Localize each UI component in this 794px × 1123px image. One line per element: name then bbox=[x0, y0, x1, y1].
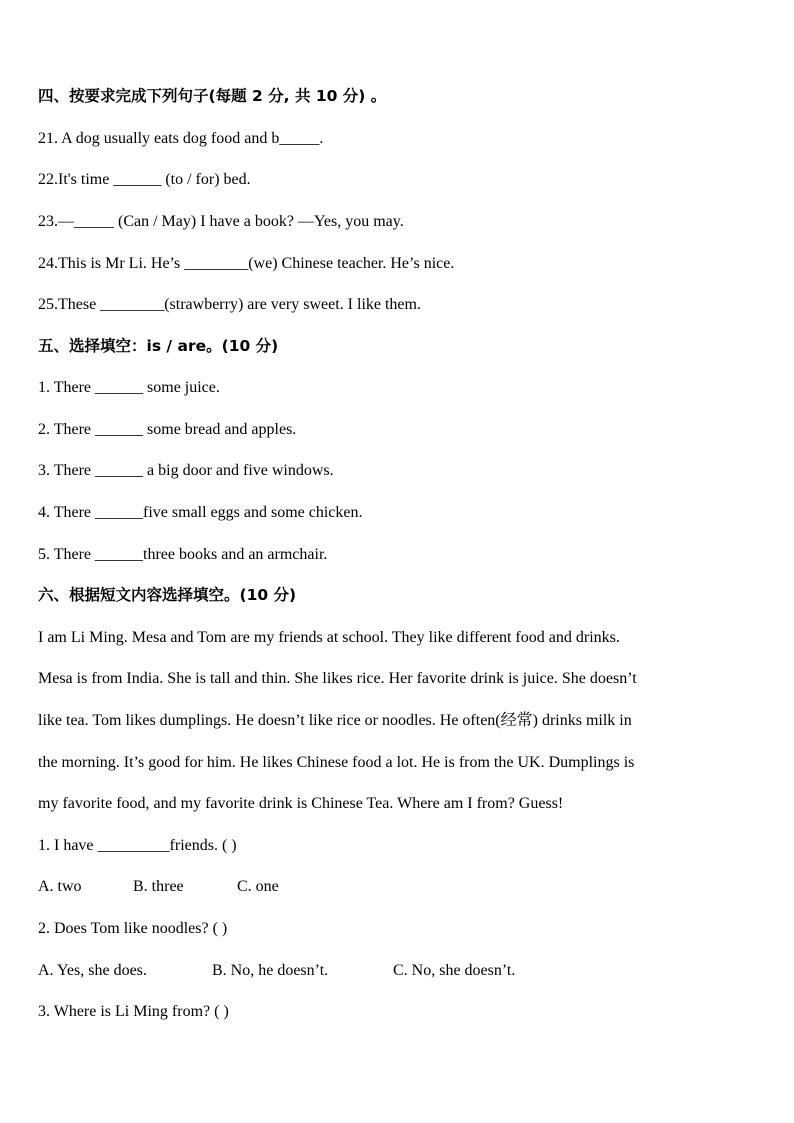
option-a: A. two bbox=[38, 878, 82, 895]
question-23: 23.—_____ (Can / May) I have a book? —Yes, you may. bbox=[38, 213, 404, 230]
question-25: 25.These ________(strawberry) are very sweet. I like them. bbox=[38, 296, 421, 313]
fill-in-item-4: 4. There ______five small eggs and some chicken. bbox=[38, 504, 363, 521]
option-b: B. three bbox=[133, 878, 184, 895]
section-6-heading: 六、根据短文内容选择填空。(10 分) bbox=[38, 586, 297, 604]
fill-in-item-5: 5. There ______three books and an armchair. bbox=[38, 546, 328, 563]
section-5-heading: 五、选择填空：is / are。(10 分) bbox=[38, 337, 279, 355]
question-21: 21. A dog usually eats dog food and b_____. bbox=[38, 130, 324, 147]
reading-question-3: 3. Where is Li Ming from? ( ) bbox=[38, 1003, 229, 1020]
reading-question-1: 1. I have _________friends. ( ) bbox=[38, 837, 237, 854]
passage-line-4: the morning. It’s good for him. He likes Chinese food a lot. He is from the UK. Dumplings is bbox=[38, 754, 635, 771]
passage-line-1: I am Li Ming. Mesa and Tom are my friends at school. They like different food and drinks. bbox=[38, 629, 620, 646]
option-a: A. Yes, she does. bbox=[38, 962, 147, 979]
fill-in-item-3: 3. There ______ a big door and five windows. bbox=[38, 462, 334, 479]
passage-line-2: Mesa is from India. She is tall and thin. She likes rice. Her favorite drink is juice. She doesn’t bbox=[38, 670, 637, 687]
fill-in-item-1: 1. There ______ some juice. bbox=[38, 379, 220, 396]
reading-question-2-options bbox=[38, 961, 515, 981]
fill-in-item-2: 2. There ______ some bread and apples. bbox=[38, 421, 297, 438]
passage-line-5: my favorite food, and my favorite drink is Chinese Tea. Where am I from? Guess! bbox=[38, 795, 564, 812]
reading-question-1-options bbox=[38, 877, 279, 897]
reading-question-2: 2. Does Tom like noodles? ( ) bbox=[38, 920, 228, 937]
option-c: C. No, she doesn’t. bbox=[393, 962, 516, 979]
option-b: B. No, he doesn’t. bbox=[212, 962, 329, 979]
option-c: C. one bbox=[237, 878, 279, 895]
section-4-heading: 四、按要求完成下列句子(每题 2 分, 共 10 分) 。 bbox=[38, 87, 387, 105]
question-22: 22.It's time ______ (to / for) bed. bbox=[38, 171, 251, 188]
question-24: 24.This is Mr Li. He’s ________(we) Chinese teacher. He’s nice. bbox=[38, 255, 455, 272]
passage-line-3: like tea. Tom likes dumplings. He doesn’t like rice or noodles. He often(经常) drinks milk in bbox=[38, 712, 632, 729]
